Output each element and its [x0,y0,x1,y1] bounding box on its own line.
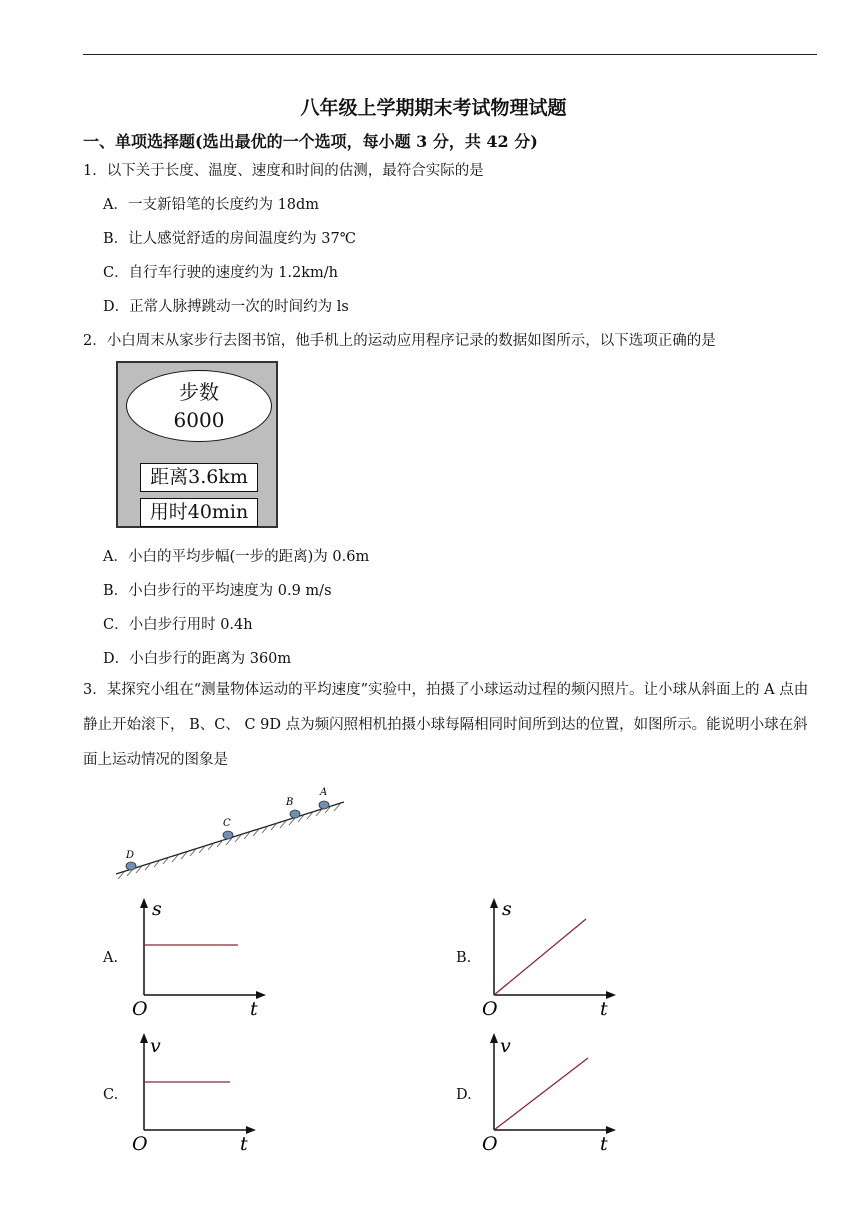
graph-b [478,895,628,1020]
graph-b-line [494,919,586,995]
step-counter-figure [116,361,278,528]
graph-b-origin: O [482,998,498,1020]
graph-c-y-arrow [140,1033,148,1043]
graph-b-x-label: t [600,998,608,1020]
ball-b [290,810,300,818]
graph-a-origin: O [132,998,148,1020]
ball-a [319,801,329,809]
graph-d-option-label: D. [456,1087,472,1103]
graph-d-line [494,1058,588,1130]
graph-a-x-label: t [250,998,258,1020]
graph-d-y-arrow [490,1033,498,1043]
question-2-option-a: A．小白的平均步幅(一步的距离)为 0.6m [103,549,370,565]
time-box: 用时40min [140,498,258,527]
incline-hatching [118,804,340,879]
steps-ellipse [126,370,272,442]
question-3-stem: 3．某探究小组在“测量物体运动的平均速度”实验中，拍摄了小球运动过程的频闪照片。让小球从斜面上的 A 点由静止开始滚下， B、C、 C 9D 点为频闪照相机拍摄小球每隔相同时间所到达的位置，如图所示。能说明小球在斜面上运动情况的图象是 [83,682,809,768]
graph-d [478,1030,628,1155]
graph-c-x-label: t [240,1133,248,1155]
graph-a-y-arrow [140,898,148,908]
graph-c [128,1030,278,1155]
graph-d-y-label: v [500,1035,511,1057]
question-1-option-d: D．正常人脉搏跳动一次的时间约为 ls [103,299,349,315]
steps-label: 步数 [179,380,219,404]
incline-figure [100,780,360,885]
question-2-option-d: D．小白步行的距离为 360m [103,651,292,667]
graph-b-y-label: s [502,898,512,920]
ball-c [223,831,233,839]
point-label-c: C [223,818,231,829]
question-1-option-c: C．自行车行驶的速度约为 1.2km/h [103,265,339,281]
graph-b-y-arrow [490,898,498,908]
question-2-option-c: C．小白步行用时 0.4h [103,617,253,633]
graph-c-y-label: v [150,1035,161,1057]
question-2-option-b: B．小白步行的平均速度为 0.9 m/s [103,583,332,599]
question-1-option-b: B．让人感觉舒适的房间温度约为 37℃ [103,231,356,247]
section-heading: 一、单项选择题(选出最优的一个选项，每小题 3 分，共 42 分) [83,132,538,151]
graph-d-origin: O [482,1133,498,1155]
point-label-b: B [286,797,294,808]
question-1-option-a: A．一支新铅笔的长度约为 18dm [103,197,320,213]
ball-d [126,862,136,870]
graph-c-option-label: C. [103,1087,119,1103]
graph-a-option-label: A. [103,950,119,966]
distance-box: 距离3.6km [140,463,258,492]
graph-a [128,895,278,1020]
question-2-stem: 2．小白周末从家步行去图书馆，他手机上的运动应用程序记录的数据如图所示，以下选项正确的是 [83,333,716,349]
graph-d-x-label: t [600,1133,608,1155]
graph-a-y-label: s [152,898,162,920]
steps-value: 6000 [173,408,225,432]
graph-b-option-label: B. [456,950,472,966]
question-1-stem: 1．以下关于长度、温度、速度和时间的估测，最符合实际的是 [83,163,484,179]
point-label-d: D [126,850,135,861]
header-rule [83,54,817,55]
page-title: 八年级上学期期末考试物理试题 [300,97,567,119]
point-label-a: A [320,787,328,798]
graph-c-origin: O [132,1133,148,1155]
